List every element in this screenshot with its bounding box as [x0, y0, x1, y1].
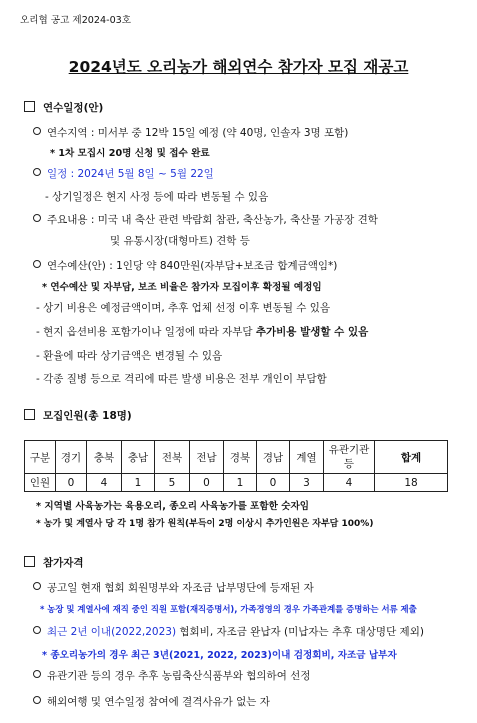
bullet-circle-icon	[33, 127, 41, 135]
table-cell: 1	[122, 474, 155, 492]
table-cell: 1	[224, 474, 257, 492]
qualification-note-1: * 농장 및 계열사에 재직 중인 직원 포함(재직증명서), 가족경영의 경우 가족관계를 증명하는 서류 제출	[40, 604, 417, 614]
recruit-note-2: * 농가 및 계열사 당 각 1명 참가 원칙(부득이 2명 이상시 추가인원은 자부담 100%)	[36, 519, 374, 529]
budget-note-3: - 환율에 따라 상기금액은 변경될 수 있음	[36, 350, 223, 362]
table-header-cell: 합계	[375, 441, 448, 474]
table-cell: 3	[290, 474, 324, 492]
content-item-line2: 및 유통시장(대형마트) 견학 등	[110, 235, 250, 247]
bullet-circle-icon	[33, 260, 41, 268]
qualification-note-2: * 종오리농가의 경우 최근 3년(2021, 2022, 2023)이내 검정회비, 자조금 납부자	[42, 650, 397, 661]
table-header-cell: 구분	[25, 441, 56, 474]
table-header-cell: 전남	[190, 441, 224, 474]
table-cell: 0	[190, 474, 224, 492]
qualification-item-4: 해외여행 및 연수일정 참여에 결격사유가 없는 자	[33, 694, 270, 709]
table-cell: 4	[87, 474, 122, 492]
budget-note-2: - 현지 옵션비용 포함가이나 일정에 따라 자부담 추가비용 발생할 수 있음	[36, 326, 369, 338]
budget-note-1: - 상기 비용은 예정금액이며, 추후 업체 선정 이후 변동될 수 있음	[36, 302, 331, 314]
checkbox-square-icon	[24, 556, 35, 567]
bullet-circle-icon	[33, 670, 41, 678]
section-heading-schedule: 연수일정(안)	[24, 100, 103, 115]
bullet-circle-icon	[33, 168, 41, 176]
budget-item: 연수예산(안) : 1인당 약 840만원(자부담+보조금 합계금액임*)	[33, 258, 337, 273]
table-header-cell: 전북	[155, 441, 190, 474]
table-cell: 인원	[25, 474, 56, 492]
region-note: * 1차 모집시 20명 신청 및 접수 완료	[50, 148, 210, 159]
recruit-note-1: * 지역별 사육농가는 육용오리, 종오리 사육농가를 포함한 숫자임	[36, 501, 309, 512]
bullet-circle-icon	[33, 696, 41, 704]
table-cell: 18	[375, 474, 448, 492]
recruit-table	[24, 440, 448, 492]
table-header-cell: 충북	[87, 441, 122, 474]
table-cell: 0	[56, 474, 87, 492]
section-heading-qualification: 참가자격	[24, 555, 84, 570]
bullet-circle-icon	[33, 626, 41, 634]
checkbox-square-icon	[24, 101, 35, 112]
region-item: 연수지역 : 미서부 중 12박 15일 예정 (약 40명, 인솔자 3명 포함)	[33, 125, 348, 140]
budget-note: * 연수예산 및 자부담, 보조 비율은 참가자 모집이후 확정될 예정임	[42, 282, 322, 293]
section-heading-recruit: 모집인원(총 18명)	[24, 408, 132, 423]
content-item: 주요내용 : 미국 내 축산 관련 박람회 참관, 축산농가, 축산물 가공장 견학	[33, 212, 378, 227]
bullet-circle-icon	[33, 214, 41, 222]
table-cell: 0	[257, 474, 290, 492]
qualification-item-3: 유관기관 등의 경우 추후 농림축산식품부와 협의하여 선정	[33, 668, 310, 683]
budget-note-4: - 각종 질병 등으로 격리에 따른 발생 비용은 전부 개인이 부담함	[36, 373, 327, 385]
qualification-item-2: 최근 2년 이내(2022,2023) 협회비, 자조금 완납자 (미납자는 추후 대상명단 제외)	[33, 624, 424, 639]
page-title: 2024년도 오리농가 해외연수 참가자 모집 재공고	[68, 58, 409, 76]
table-cell: 5	[155, 474, 190, 492]
doc-number: 오리협 공고 제2024-03호	[20, 15, 132, 26]
table-cell: 4	[324, 474, 375, 492]
table-header-row	[25, 441, 448, 474]
bullet-circle-icon	[33, 582, 41, 590]
table-row	[25, 474, 448, 492]
qualification-item-1: 공고일 현재 협회 회원명부와 자조금 납부명단에 등재된 자	[33, 580, 314, 595]
table-header-cell: 경남	[257, 441, 290, 474]
table-header-cell: 충남	[122, 441, 155, 474]
checkbox-square-icon	[24, 409, 35, 420]
table-header-cell: 경북	[224, 441, 257, 474]
table-header-cell: 경기	[56, 441, 87, 474]
schedule-note: - 상기일정은 현지 사정 등에 따라 변동될 수 있음	[45, 191, 269, 203]
table-header-cell: 유관기관 등	[324, 441, 375, 474]
schedule-item: 일정 : 2024년 5월 8일 ~ 5월 22일	[33, 166, 214, 181]
table-header-cell: 계열	[290, 441, 324, 474]
